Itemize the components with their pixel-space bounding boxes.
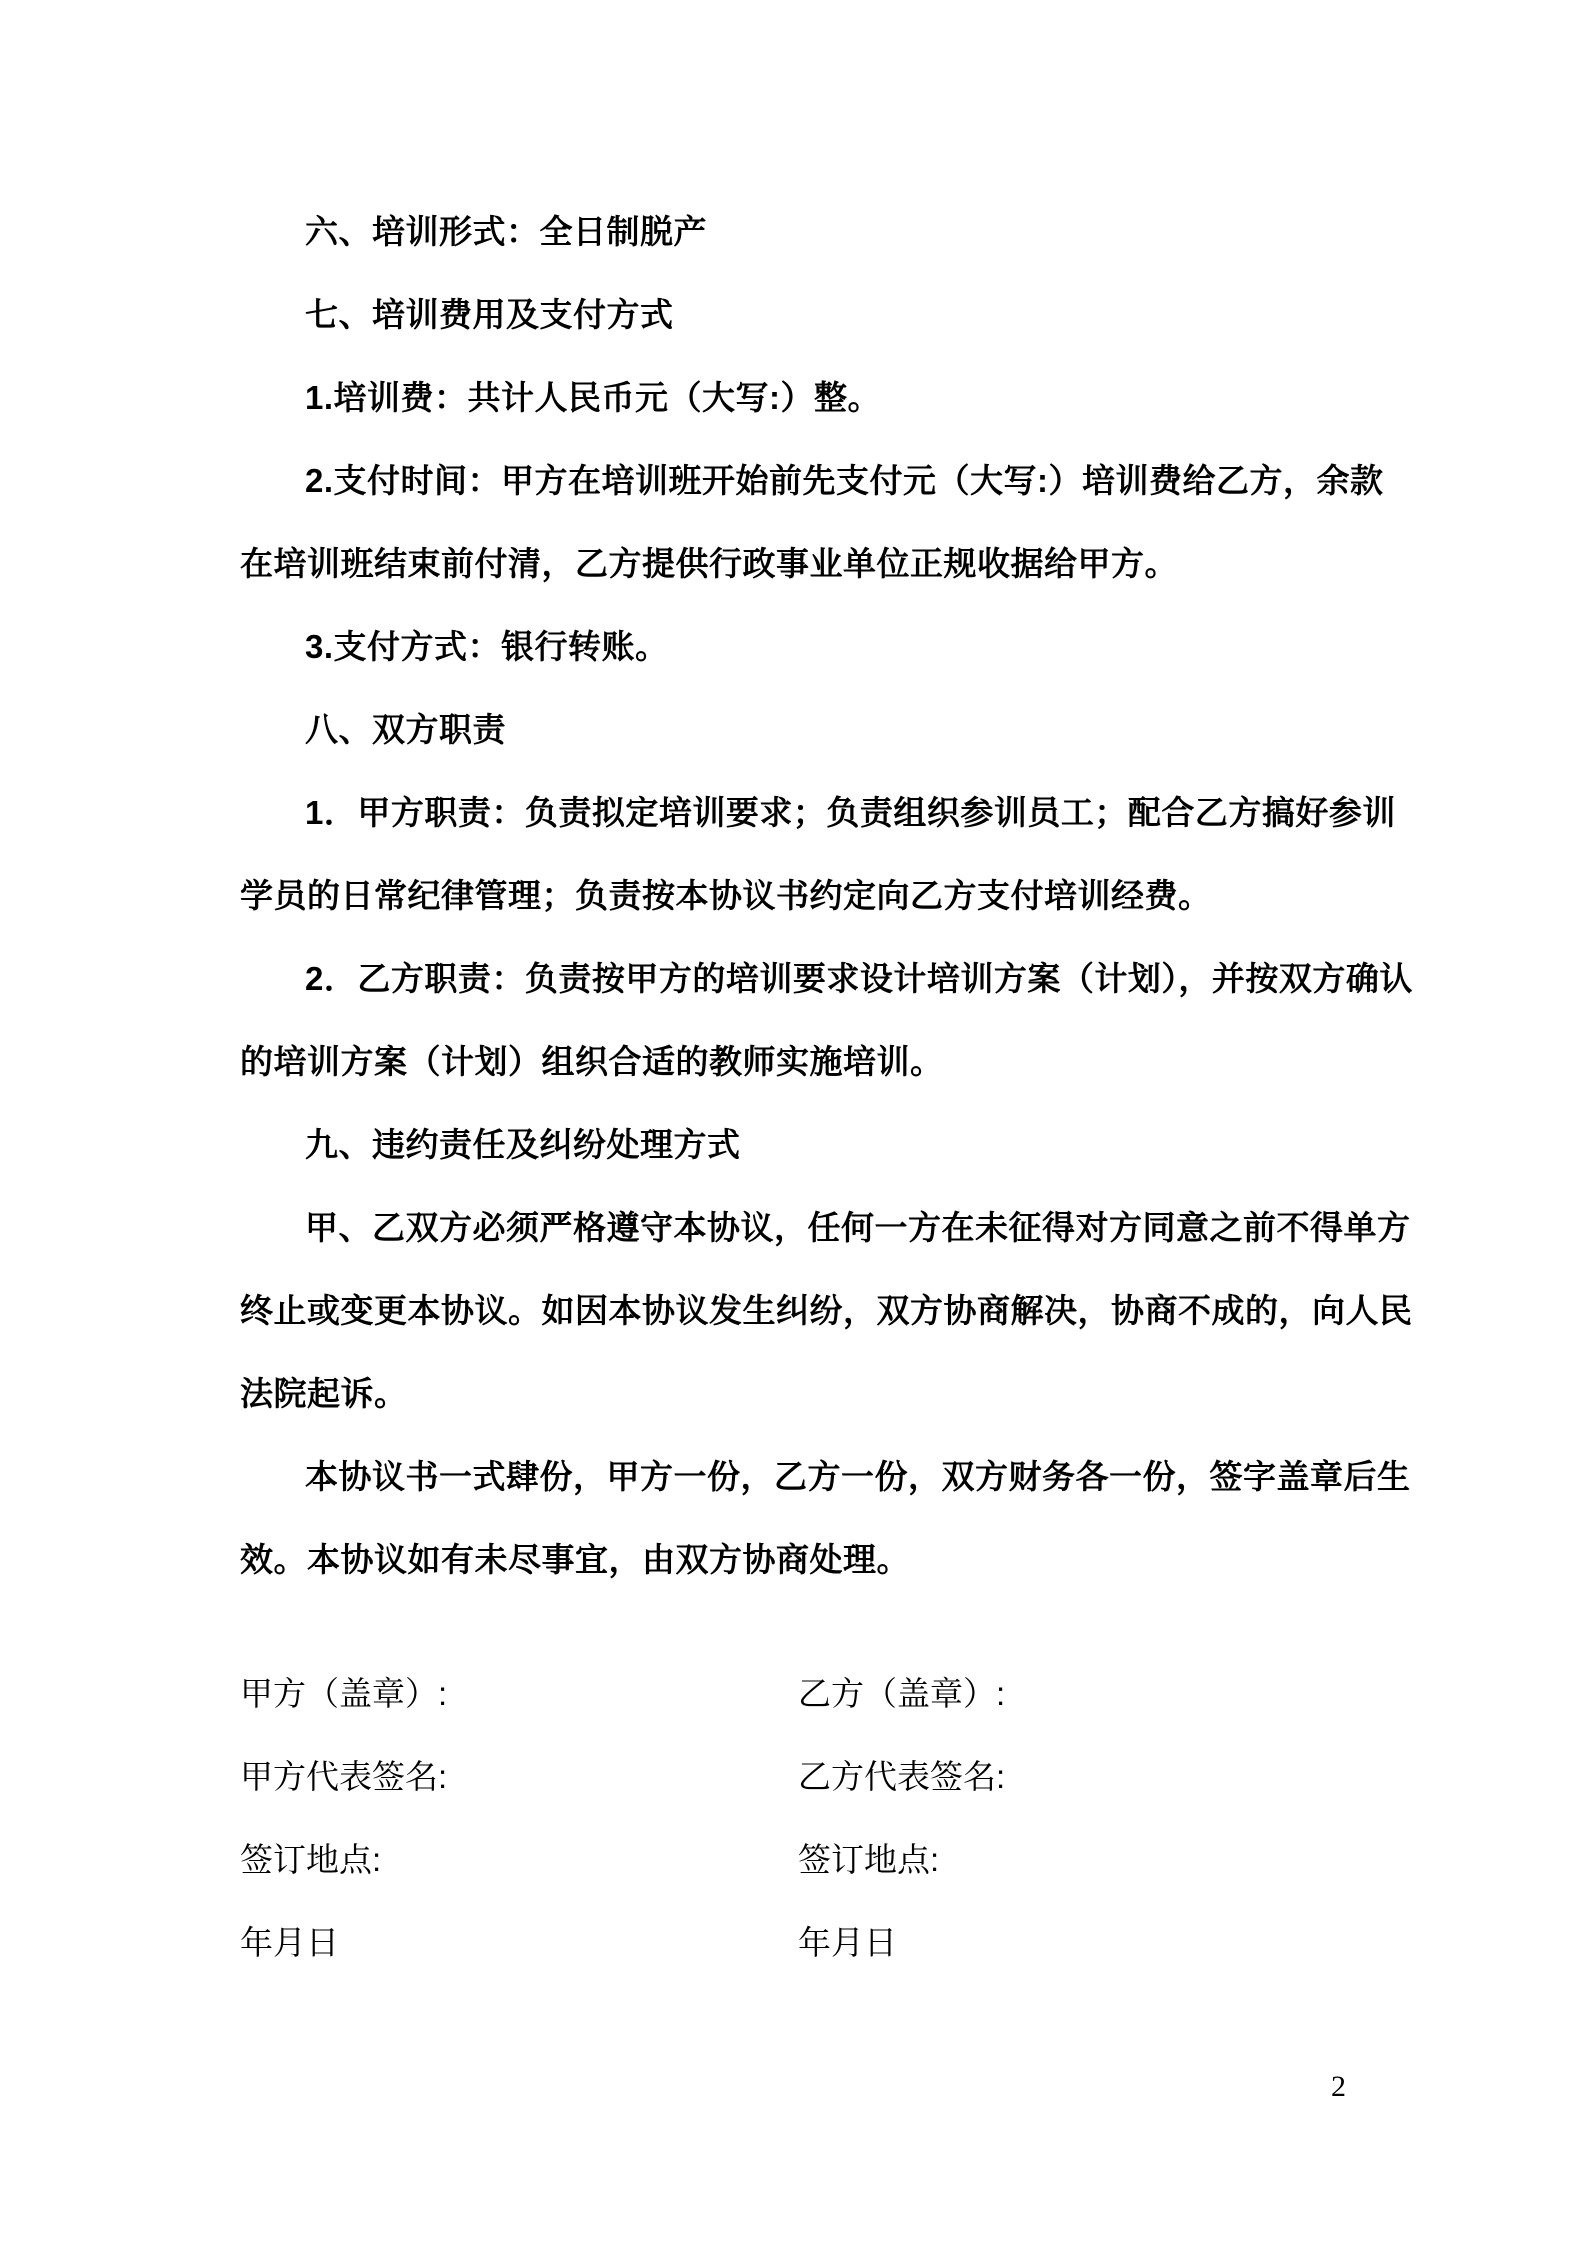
- body-line: 甲、乙双方必须严格遵守本协议，任何一方在未征得对方同意之前不得单方: [305, 1209, 1411, 1246]
- signature-label-party-a: 年月日: [240, 1924, 339, 1961]
- signature-label-party-a: 甲方代表签名:: [240, 1758, 448, 1795]
- signature-label-party-b: 乙方（盖章）:: [798, 1675, 1006, 1712]
- body-line: 2.支付时间：甲方在培训班开始前先支付元（大写:）培训费给乙方，余款: [305, 462, 1384, 499]
- body-line: 1.培训费：共计人民币元（大写:）整。: [305, 379, 882, 416]
- body-line: 九、违约责任及纠纷处理方式: [305, 1126, 741, 1163]
- signature-label-party-b: 签订地点:: [798, 1841, 940, 1878]
- signature-row: [240, 1735, 1346, 1818]
- body-line: 在培训班结束前付清，乙方提供行政事业单位正规收据给甲方。: [240, 545, 1178, 582]
- page-number: 2: [1331, 2070, 1346, 2103]
- document-body: [240, 190, 1413, 1601]
- body-line: 的培训方案（计划）组织合适的教师实施培训。: [240, 1043, 944, 1080]
- signature-label-party-a: 签订地点:: [240, 1841, 382, 1878]
- signature-block: [240, 1652, 1346, 1984]
- body-line: 七、培训费用及支付方式: [305, 296, 674, 333]
- signature-label-party-b: 年月日: [798, 1924, 897, 1961]
- signature-label-party-a: 甲方（盖章）:: [240, 1675, 448, 1712]
- signature-row: [240, 1901, 1346, 1984]
- body-line: 法院起诉。: [240, 1375, 408, 1412]
- body-line: 学员的日常纪律管理；负责按本协议书约定向乙方支付培训经费。: [240, 877, 1212, 914]
- body-line: 1．甲方职责：负责拟定培训要求；负责组织参训员工；配合乙方搞好参训: [305, 794, 1396, 831]
- body-line: 3.支付方式：银行转账。: [305, 628, 669, 665]
- body-line: 本协议书一式肆份，甲方一份，乙方一份，双方财务各一份，签字盖章后生: [305, 1458, 1411, 1495]
- body-line: 终止或变更本协议。如因本协议发生纠纷，双方协商解决，协商不成的，向人民: [240, 1292, 1413, 1329]
- body-line: 八、双方职责: [305, 711, 506, 748]
- signature-row: [240, 1818, 1346, 1901]
- body-line: 效。本协议如有未尽事宜，由双方协商处理。: [240, 1541, 910, 1578]
- signature-label-party-b: 乙方代表签名:: [798, 1758, 1006, 1795]
- body-line: 六、培训形式：全日制脱产: [305, 213, 707, 250]
- body-line: 2．乙方职责：负责按甲方的培训要求设计培训方案（计划），并按双方确认: [305, 960, 1413, 997]
- signature-row: [240, 1652, 1346, 1735]
